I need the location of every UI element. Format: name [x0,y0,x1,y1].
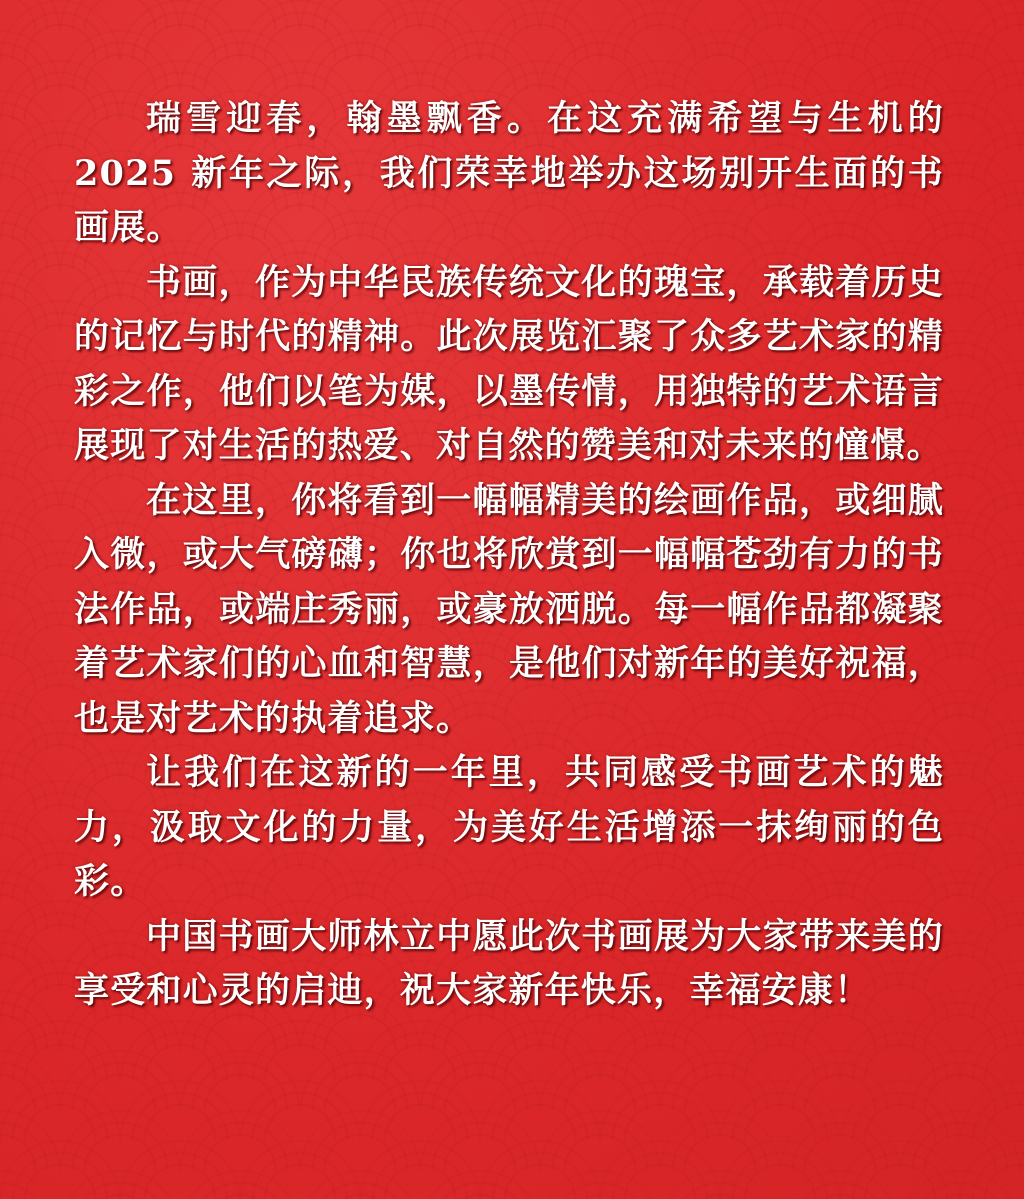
paragraph-calligraphy-intro: 书画，作为中华民族传统文化的瑰宝，承载着历史的记忆与时代的精神。此次展览汇聚了众多艺术家的精彩之作，他们以笔为媒，以墨传情，用独特的艺术语言展现了对生活的热爱、对自然的赞美和对未来的憧憬。 [74,261,944,466]
paragraph-blessing: 中国书画大师林立中愿此次书画展为大家带来美的享受和心灵的启迪，祝大家新年快乐，幸福安康！ [74,915,944,1011]
foreword-text [74,92,944,1019]
paragraph-invitation: 让我们在这新的一年里，共同感受书画艺术的魅力，汲取文化的力量，为美好生活增添一抹绚丽的色彩。 [74,752,944,902]
paragraph-works-description: 在这里，你将看到一幅幅精美的绘画作品，或细腻入微，或大气磅礴；你也将欣赏到一幅幅苍劲有力的书法作品，或端庄秀丽，或豪放洒脱。每一幅作品都凝聚着艺术家们的心血和智慧，是他们对新年的美好祝福，也是对艺术的执着追求。 [74,479,944,739]
paragraph-greeting: 瑞雪迎春，翰墨飘香。在这充满希望与生机的2025 新年之际，我们荣幸地举办这场别开生面的书画展。 [74,98,944,248]
